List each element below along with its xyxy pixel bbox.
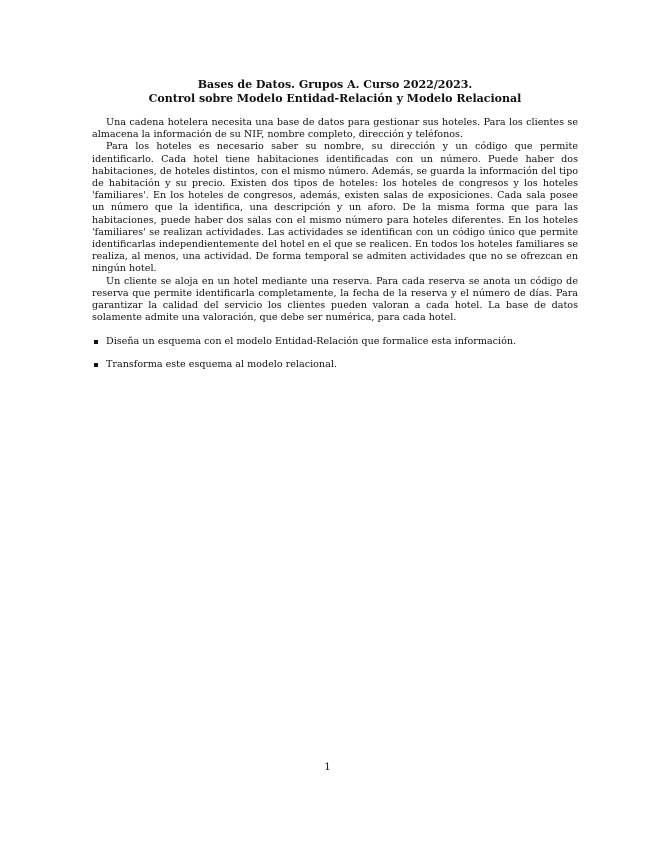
square-bullet-icon [94, 340, 98, 344]
document-page [92, 78, 578, 381]
title-line-2: Control sobre Modelo Entidad-Relación y Modelo Relacional [148, 91, 522, 105]
square-bullet-icon [94, 363, 98, 367]
document-title [92, 78, 578, 105]
page-number: 1 [324, 762, 331, 773]
paragraph-hotels: Para los hoteles es necesario saber su nombre, su dirección y un código que permite identificarlo. Cada hotel tiene habitaciones identificadas con un número. Puede haber dos habitaciones, de hoteles distintos, con el mismo número. Además, se guarda la información del tipo de habitación y su precio. Existen dos tipos de hoteles: los hoteles de congresos y los hoteles 'familiares'. En los hoteles de congresos, además, existen salas de exposiciones. Cada sala posee un número que la identifica, una descripción y un aforo. De la misma forma que para las habitaciones, puede haber dos salas con el mismo número para hoteles diferentes. En los hoteles 'familiares' se realizan actividades. Las actividades se identifican con un código único que permite identificarlas independientemente del hotel en el que se realicen. En todos los hoteles familiares se realiza, al menos, una actividad. De forma temporal se admiten actividades que no se ofrezcan en ningún hotel. [92, 141, 578, 275]
task-item [92, 359, 578, 371]
paragraph-clients: Una cadena hotelera necesita una base de datos para gestionar sus hoteles. Para los clientes se almacena la información de su NIF, nombre completo, dirección y teléfonos. [92, 117, 578, 141]
task-text: Transforma este esquema al modelo relacional. [106, 358, 337, 370]
title-line-1: Bases de Datos. Grupos A. Curso 2022/2023. [197, 78, 473, 91]
task-list [92, 336, 578, 370]
task-item [92, 336, 578, 348]
paragraph-reservations: Un cliente se aloja en un hotel mediante una reserva. Para cada reserva se anota un código de reserva que permite identificarla completamente, la fecha de la reserva y el número de días. Para garantizar la calidad del servicio los clientes pueden valoran a cada hotel. La base de datos solamente admite una valoración, que debe ser numérica, para cada hotel. [92, 275, 578, 324]
task-text: Diseña un esquema con el modelo Entidad-Relación que formalice esta información. [106, 336, 517, 348]
